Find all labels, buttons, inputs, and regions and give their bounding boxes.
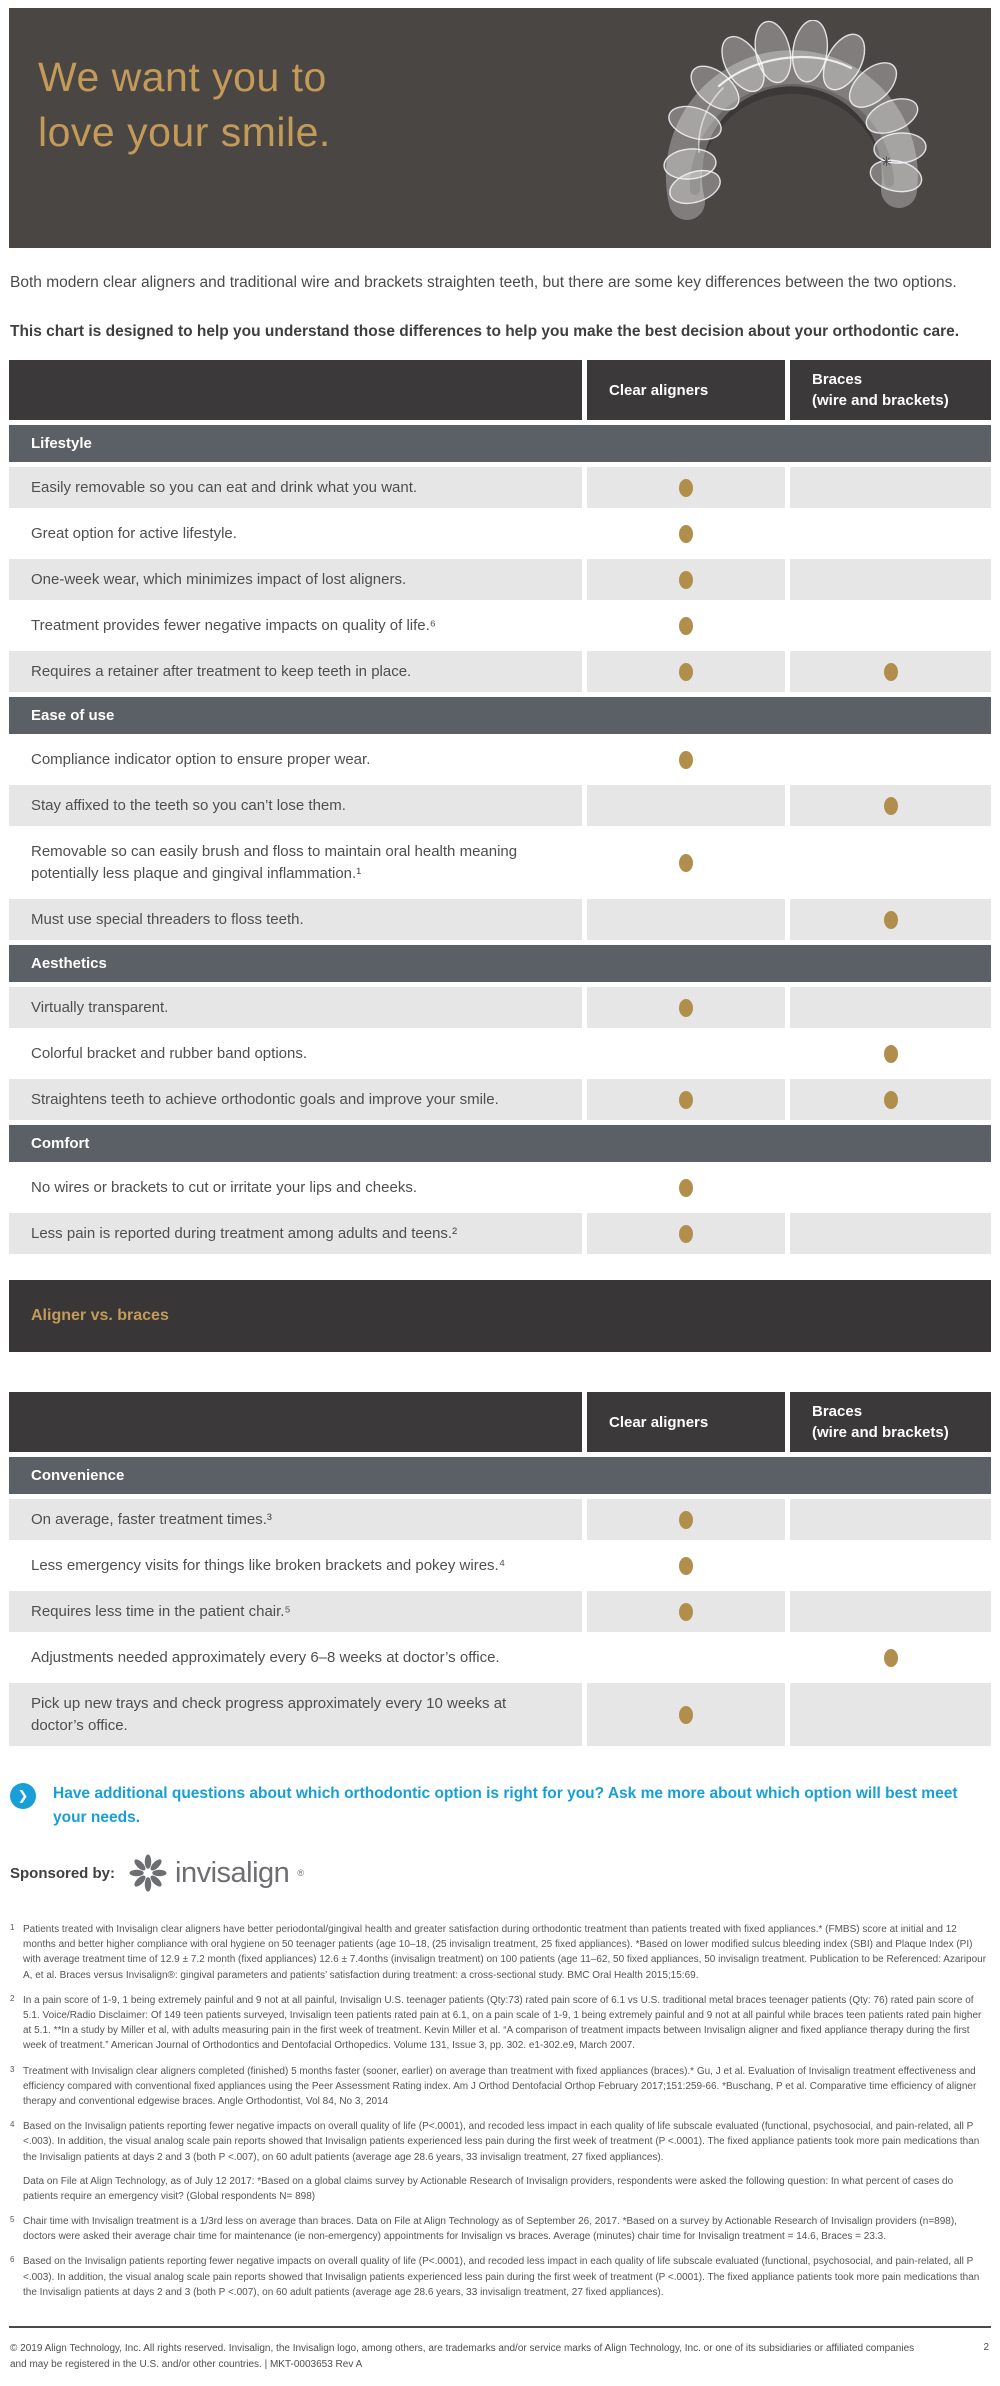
footnote-text: Chair time with Invisalign treatment is a 1/3rd less on average than braces. Data on File at Align Technology as of September 26, 2017. *Based on a survey by Actionable Research of Invisalign providers (n=898), doctors were asked their average chair time for maintenance (ie non-emergency) appointments for Invisalign vs braces. Average (minutes) chair time for Invisalign treatment = 14.6, Braces = 23.3. — [23, 2216, 957, 2243]
section-header-convenience: Convenience — [9, 1457, 991, 1494]
comparison-table-2 — [9, 1392, 991, 1746]
row-label: Easily removable so you can eat and drink what you want. — [9, 467, 582, 508]
row-label: Compliance indicator option to ensure proper wear. — [31, 750, 371, 768]
braces-header-line1: Braces — [812, 371, 863, 389]
sponsor-row — [10, 1854, 990, 1892]
table-row — [9, 605, 991, 646]
footnote-marker: 2 — [10, 1993, 15, 2003]
table-row — [9, 1213, 991, 1254]
hero-title-line1: We want you to — [38, 54, 327, 100]
aligner-dot — [679, 999, 693, 1017]
aligner-dot — [679, 479, 693, 497]
section-header-aesthetics: Aesthetics — [9, 945, 991, 982]
table-row — [9, 1499, 991, 1540]
invisalign-wordmark: invisalign — [175, 1856, 290, 1889]
aligner-dot — [679, 1557, 693, 1575]
clear-aligner-photo — [623, 20, 963, 236]
row-label: Stay affixed to the teeth so you can’t lose them. — [9, 785, 582, 826]
braces-dot — [884, 1045, 898, 1063]
braces-header-line2: (wire and brackets) — [812, 392, 949, 410]
table-row — [9, 739, 991, 780]
aligner-vs-braces-title: Aligner vs. braces — [31, 1307, 169, 1325]
row-label: Great option for active lifestyle. — [31, 524, 237, 542]
hero-banner — [9, 8, 991, 248]
cta-row — [10, 1782, 990, 1830]
table1-header-row — [9, 360, 991, 420]
intro-bold-paragraph: This chart is designed to help you understand those differences to help you make the best decision about your orthodontic care. — [10, 323, 960, 341]
footnote-marker: 1 — [10, 1923, 15, 1933]
aligner-dot — [679, 525, 693, 543]
braces-dot — [884, 1649, 898, 1667]
footnotes-section — [10, 1922, 990, 2300]
registered-mark: ® — [297, 1868, 304, 1879]
intro-section — [10, 271, 990, 344]
braces-dot — [884, 1091, 898, 1109]
row-label: Colorful bracket and rubber band options. — [31, 1044, 308, 1062]
footnote-text: Based on the Invisalign patients reporting fewer negative impacts on overall quality of life (P<.0001), and recoded less impact in each quality of life subscale evaluated (functional, psychosocial, and pain-related, all P <.003). In addition, the visual analog scale pain reports showed that Invisalign patients experienced less pain during the first week of treatment (P <.0001). The fixed appliance patients took more pain medications than the Invisalign patients at days 2 and 3 (both P <.007), on 60 adult patients (average age 28.6 years, 33 invisalign treatment, 27 fixed appliances). — [23, 2256, 980, 2298]
column-header-clear-aligners: Clear aligners — [587, 1392, 785, 1452]
footnote-text: Based on the Invisalign patients reporting fewer negative impacts on overall quality of life (P<.0001), and recoded less impact in each quality of life subscale evaluated (functional, psychosocial, and pain-related, all P <.003). In addition, the visual analog scale pain reports showed that Invisalign patients experienced less pain during the first week of treatment (P <.0001). The fixed appliance patients took more pain medications than the Invisalign patients at days 2 and 3 (both P <.007), on 60 adult patients (average age 28.6 years, 33 invisalign treatment, 27 fixed appliances). — [23, 2121, 980, 2163]
footnote-text-continued: Data on File at Align Technology, as of July 12 2017: *Based on a global claims survey by Actionable Research of Invisalign providers, respondents were asked the following question: In what percent of cases do patients require an emergency visit? (Global respondents N= 898) — [23, 2175, 954, 2202]
braces-dot — [884, 663, 898, 681]
table-row — [9, 559, 991, 600]
aligner-dot — [679, 1225, 693, 1243]
sponsored-by-label: Sponsored by: — [10, 1864, 116, 1882]
footnote-marker: 5 — [10, 2215, 15, 2225]
table-row — [9, 467, 991, 508]
table-row — [9, 513, 991, 554]
footnote-5 — [10, 2214, 990, 2244]
arrow-circle-icon: ❯ — [10, 1783, 36, 1809]
braces-dot — [884, 797, 898, 815]
row-label: Pick up new trays and check progress approximately every 10 weeks at doctor’s office. — [9, 1683, 582, 1746]
table-row — [9, 1079, 991, 1120]
aligner-dot — [679, 617, 693, 635]
table-row — [9, 987, 991, 1028]
footnote-6 — [10, 2254, 990, 2300]
copyright-text: © 2019 Align Technology, Inc. All rights reserved. Invisalign, the Invisalign logo, among others, are trademarks and/or service marks of Align Technology, Inc. or one of its subsidiaries or affiliated companies and may be registered in the U.S. and/or other countries. | MKT-0003653 Rev A — [10, 2343, 915, 2370]
section-header-lifestyle: Lifestyle — [9, 425, 991, 462]
section-header-comfort: Comfort — [9, 1125, 991, 1162]
table-row — [9, 899, 991, 940]
footnote-marker: 3 — [10, 2064, 15, 2074]
table-row — [9, 1167, 991, 1208]
etched-logo-mark: ✳ — [881, 154, 892, 169]
row-label: Virtually transparent. — [9, 987, 582, 1028]
invisalign-logo — [129, 1854, 304, 1892]
row-label: No wires or brackets to cut or irritate your lips and cheeks. — [31, 1178, 417, 1196]
aligner-dot — [679, 854, 693, 872]
row-label: One-week wear, which minimizes impact of lost aligners. — [9, 559, 582, 600]
footnote-marker: 4 — [10, 2120, 15, 2130]
aligner-dot — [679, 571, 693, 589]
column-header-braces — [790, 360, 991, 420]
row-label: Must use special threaders to floss teeth. — [9, 899, 582, 940]
page-footer — [9, 2326, 991, 2386]
row-label: Requires less time in the patient chair.⁵ — [9, 1591, 582, 1632]
aligner-dot — [679, 1706, 693, 1724]
row-label: On average, faster treatment times.³ — [9, 1499, 582, 1540]
aligner-dot — [679, 1091, 693, 1109]
row-label: Straightens teeth to achieve orthodontic goals and improve your smile. — [9, 1079, 582, 1120]
hero-title-line2: love your smile. — [38, 108, 331, 155]
table2-header-empty-cell — [9, 1392, 582, 1452]
aligner-dot — [679, 663, 693, 681]
hero-title — [38, 50, 331, 160]
footnote-marker: 6 — [10, 2255, 15, 2265]
aligner-dot — [679, 1603, 693, 1621]
row-label: Less pain is reported during treatment among adults and teens.² — [9, 1213, 582, 1254]
row-label: Treatment provides fewer negative impacts on quality of life.⁶ — [31, 616, 436, 634]
table-row — [9, 651, 991, 692]
row-label: Requires a retainer after treatment to keep teeth in place. — [9, 651, 582, 692]
table-row — [9, 1033, 991, 1074]
table-row — [9, 1637, 991, 1678]
table-row — [9, 1545, 991, 1586]
footnote-4 — [10, 2119, 990, 2204]
section-header-ease-of-use: Ease of use — [9, 697, 991, 734]
aligner-dot — [679, 1179, 693, 1197]
column-header-braces — [790, 1392, 991, 1452]
footnote-2 — [10, 1993, 990, 2054]
footnote-text: In a pain score of 1-9, 1 being extremely painful and 9 not at all painful, Invisalign U.S. teenager patients (Qty:73) rated pain score of 6.1 vs U.S. traditional metal braces teenager patients (Qty: 76) rated pain score of 5.1. Voice/Radio Disclaimer: Of 149 teen patients surveyed, Invisalign teen patients rated pain at 6.1, on a pain scale of 1-9, 1 being extremely painful and 9 not at all painful while braces teen patients rated pain higher at 5.1. **In a study by Miller et al, with adults measuring pain in the first week of treatment. Kevin Miller et al. “A comparison of treatment impacts between Invisalign aligner and fixed appliance therapy during the first week of treatment.” American Journal of Orthodontics and Dentofacial Orthopedics. Volume 131, Issue 3, pp. 302. e1-302.e9, March 2007. — [23, 1994, 982, 2052]
braces-header-line1: Braces — [812, 1403, 863, 1421]
footnote-3 — [10, 2064, 990, 2110]
row-label: Adjustments needed approximately every 6–8 weeks at doctor’s office. — [31, 1648, 500, 1666]
page-number: 2 — [983, 2342, 989, 2353]
footnote-text: Treatment with Invisalign clear aligners completed (finished) 5 months faster (sooner, earlier) on average than treatment with fixed appliances (braces).* Gu, J et al. Evaluation of Invisalign treatment effectiveness and efficiency compared with conventional fixed appliances using the Peer Assessment Rating index. Am J Orthod Dentofacial Orthop February 2017;151:259-66. *Buschang, P et al. Comparative time efficiency of aligner therapy and conventional edgewise braces. Angle Orthodontist, Vol 84, No 3, 2014 — [23, 2065, 977, 2107]
aligner-dot — [679, 751, 693, 769]
cta-text: Have additional questions about which orthodontic option is right for you? Ask me more about which option will best meet your needs. — [53, 1785, 958, 1827]
footnote-1 — [10, 1922, 990, 1983]
comparison-table-1 — [9, 360, 991, 1254]
aligner-vs-braces-banner — [9, 1280, 991, 1352]
column-header-clear-aligners: Clear aligners — [587, 360, 785, 420]
table1-header-empty-cell — [9, 360, 582, 420]
row-label: Less emergency visits for things like broken brackets and pokey wires.⁴ — [31, 1556, 506, 1574]
invisalign-starburst-icon — [129, 1854, 167, 1892]
footnote-text: Patients treated with Invisalign clear aligners have better periodontal/gingival health and greater satisfaction during orthodontic treatment than patients treated with fixed appliances.* (FMBS) score at initial and 12 months and better higher compliance with oral hygiene on 50 teenager patients (age 10–18, (25 invisalign treatment, 25 fixed appliances). *Based on lower modified sulcus bleeding index (SBI) and Plaque Index (PI) with average treatment time of 12.9 ± 7.2 month (fixed appliances) 12.6 ± 7.4onths (invisalign treatment) on 100 patients (age 11–62, 50 fixed appliances, 50 invisalign treatment. Publication to be Referenced: Azaripour A, et al. Braces versus Invisalign®: gingival parameters and patients’ satisfaction during treatment: a cross-sectional study. BMC Oral Health 2015;15:69. — [23, 1924, 987, 1981]
braces-header-line2: (wire and brackets) — [812, 1424, 949, 1442]
row-label: Removable so can easily brush and floss to maintain oral health meaning potentially less plaque and gingival inflammation.¹ — [31, 842, 518, 882]
intro-paragraph: Both modern clear aligners and traditional wire and brackets straighten teeth, but there are some key differences between the two options. — [10, 274, 957, 291]
table-row — [9, 831, 991, 894]
table2-header-row — [9, 1392, 991, 1452]
braces-dot — [884, 911, 898, 929]
table-row — [9, 1591, 991, 1632]
aligner-dot — [679, 1511, 693, 1529]
table-row — [9, 1683, 991, 1746]
table-row — [9, 785, 991, 826]
